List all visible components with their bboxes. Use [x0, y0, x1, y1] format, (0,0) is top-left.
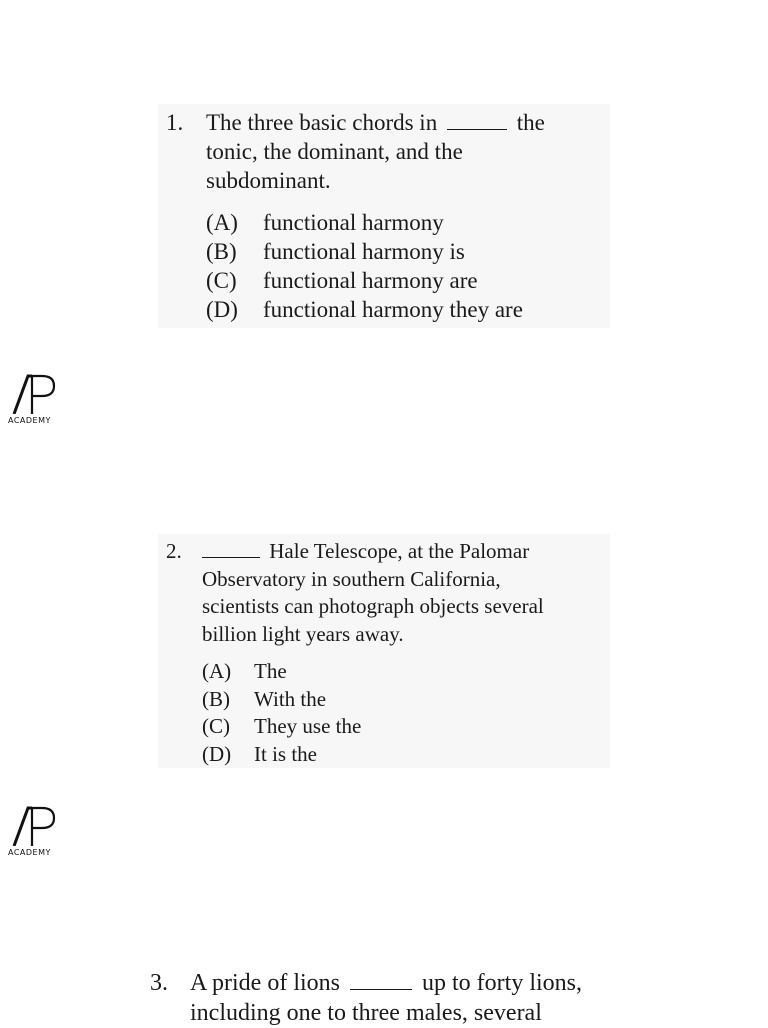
option-letter: (C)	[202, 714, 230, 738]
question-2-line-1	[202, 539, 529, 563]
option-letter: (D)	[206, 297, 238, 322]
option-a[interactable]	[206, 208, 523, 237]
academy-label: ACADEMY	[8, 416, 51, 425]
option-b[interactable]	[202, 686, 361, 714]
option-letter: (C)	[206, 268, 237, 293]
question-1-number: 1.	[166, 110, 184, 135]
question-3-text-before-blank: A pride of lions	[190, 970, 340, 996]
question-2-options	[202, 658, 361, 768]
question-2-line-4: billion light years away.	[202, 621, 404, 646]
question-2-stem	[166, 538, 544, 648]
question-3-text	[190, 968, 582, 1028]
question-2-line-2: Observatory in southern California,	[202, 566, 501, 591]
option-text: functional harmony are	[263, 268, 478, 293]
option-letter: (B)	[206, 239, 237, 264]
answer-blank	[350, 969, 412, 990]
question-2-text-after-blank: Hale Telescope, at the Palomar	[269, 539, 530, 563]
option-letter: (A)	[206, 210, 238, 235]
question-3-text-after-blank: up to forty lions,	[422, 970, 582, 996]
question-1-line-1	[206, 110, 545, 135]
option-d[interactable]	[202, 741, 361, 769]
question-2-line-3: scientists can photograph objects several	[202, 594, 544, 618]
ap-logo-mark	[12, 806, 56, 846]
question-3	[150, 968, 582, 1028]
option-b[interactable]	[206, 237, 523, 266]
question-1-line-2: tonic, the dominant, and the	[206, 139, 463, 164]
question-2-text	[202, 538, 544, 648]
option-text: They use the	[254, 714, 362, 738]
question-1-text-after-blank: the	[516, 110, 545, 135]
answer-blank	[447, 109, 507, 130]
question-3-number: 3.	[150, 970, 168, 996]
question-2-number: 2.	[166, 539, 182, 563]
option-text: The	[254, 659, 287, 683]
question-1-text	[206, 108, 545, 195]
option-c[interactable]	[206, 266, 523, 295]
question-2	[158, 534, 610, 768]
option-letter: (B)	[202, 686, 230, 711]
question-1	[158, 104, 610, 328]
question-1-stem	[166, 108, 545, 195]
academy-logo	[8, 374, 60, 430]
question-3-line-1	[190, 970, 582, 996]
option-text: functional harmony	[263, 210, 444, 235]
option-c[interactable]	[202, 713, 361, 741]
option-letter: (A)	[202, 659, 232, 683]
question-1-line-3: subdominant.	[206, 168, 331, 193]
question-1-options	[206, 208, 523, 324]
option-a[interactable]	[202, 658, 361, 686]
option-text: functional harmony is	[263, 239, 465, 264]
option-text: It is the	[254, 741, 317, 766]
option-letter: (D)	[202, 741, 232, 766]
ap-logo-mark	[12, 374, 56, 414]
option-text: With the	[254, 686, 327, 711]
academy-label: ACADEMY	[8, 848, 51, 857]
question-3-line-2: including one to three males, several	[190, 1000, 542, 1026]
question-1-text-before-blank: The three basic chords in	[206, 110, 438, 135]
option-text: functional harmony they are	[263, 297, 523, 322]
academy-logo	[8, 806, 60, 862]
answer-blank	[202, 539, 260, 558]
option-d[interactable]	[206, 295, 523, 324]
